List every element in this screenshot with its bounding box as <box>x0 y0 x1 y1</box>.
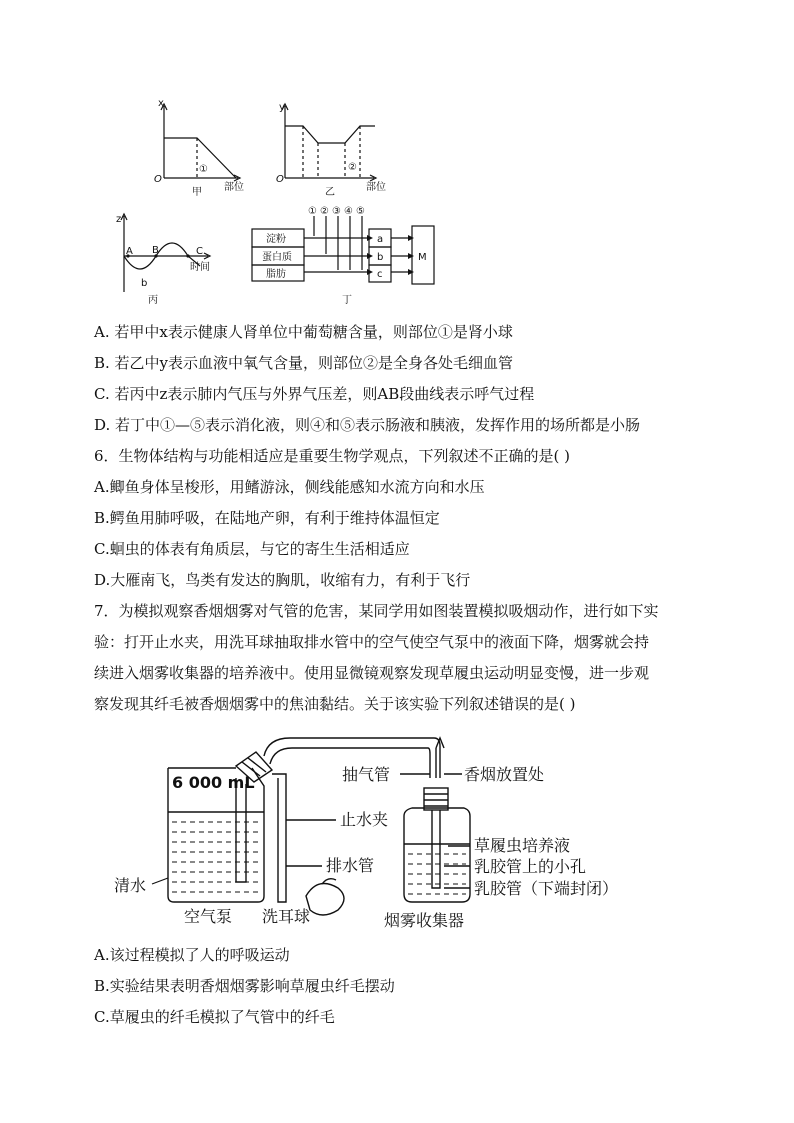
q6-option-c: C.蛔虫的体表有角质层，与它的寄生生活相适应 <box>94 540 410 558</box>
q7-stem-line-4: 察发现其纤毛被香烟烟雾中的焦油黏结。关于该实验下列叙述错误的是( ) <box>94 695 576 713</box>
q6-option-b: B.鳄鱼用肺呼吸，在陆地产卵，有利于维持体温恒定 <box>94 509 440 527</box>
ding-row-fat: 脂肪 <box>266 269 286 280</box>
bing-y-label: z <box>116 214 122 225</box>
bing-point-b: B <box>152 245 159 256</box>
bing-caption: 丙 <box>148 295 158 306</box>
label-suction-tube: 抽气管 <box>342 765 391 784</box>
label-drain-tube: 排水管 <box>326 856 375 875</box>
q7-option-b: B.实验结果表明香烟烟雾影响草履虫纤毛摆动 <box>94 977 395 995</box>
q6-option-a: A.鲫鱼身体呈梭形，用鳍游泳，侧线能感知水流方向和水压 <box>94 478 485 496</box>
label-latex-tube: 乳胶管（下端封闭） <box>474 879 619 898</box>
bing-point-a: A <box>126 246 133 257</box>
volume-label: 6 000 mL <box>172 773 255 792</box>
label-clamp: 止水夹 <box>340 810 389 829</box>
label-culture: 草履虫培养液 <box>474 836 571 855</box>
pump-label: 空气泵 <box>184 907 233 926</box>
label-hole: 乳胶管上的小孔 <box>474 857 587 876</box>
q5-option-d: D. 若丁中①—⑤表示消化液，则④和⑤表示肠液和胰液，发挥作用的场所都是小肠 <box>94 416 641 434</box>
jia-caption: 甲 <box>192 187 202 198</box>
ding-box-a: a <box>377 234 384 245</box>
figure-apparatus <box>0 726 794 936</box>
ding-num-3: ③ <box>332 206 341 217</box>
figure-graphs <box>0 0 794 320</box>
ding-caption: 丁 <box>342 295 352 306</box>
bing-point-b-low: b <box>141 278 148 289</box>
ding-num-2: ② <box>320 206 329 217</box>
yi-mark: ② <box>348 162 357 173</box>
ding-box-c: c <box>377 269 383 280</box>
ding-num-1: ① <box>308 206 317 217</box>
ding-row-starch: 淀粉 <box>266 234 286 245</box>
jia-x-label: 部位 <box>224 182 244 193</box>
q7-option-a: A.该过程模拟了人的呼吸运动 <box>94 946 290 964</box>
q6-option-d: D.大雁南飞，鸟类有发达的胸肌，收缩有力，有利于飞行 <box>94 571 471 589</box>
collector-label: 烟雾收集器 <box>384 911 465 930</box>
q7-option-c: C.草履虫的纤毛模拟了气管中的纤毛 <box>94 1008 335 1026</box>
ding-num-5: ⑤ <box>356 206 365 217</box>
q5-option-c: C. 若丙中z表示肺内气压与外界气压差，则AB段曲线表示呼气过程 <box>94 385 535 403</box>
ding-m: M <box>418 252 427 263</box>
q7-stem-line-2: 验：打开止水夹，用洗耳球抽取排水管中的空气使空气泵中的液面下降，烟雾就会持 <box>94 633 650 651</box>
water-label: 清水 <box>114 876 147 895</box>
yi-x-label: 部位 <box>366 182 386 193</box>
ding-row-protein: 蛋白质 <box>262 252 292 263</box>
bing-point-c: C <box>196 246 203 257</box>
q5-option-a: A. 若甲中x表示健康人肾单位中葡萄糖含量，则部位①是肾小球 <box>94 323 513 341</box>
yi-origin: O <box>276 174 284 185</box>
ding-num-4: ④ <box>344 206 353 217</box>
jia-origin: O <box>154 174 162 185</box>
jia-mark: ① <box>199 164 208 175</box>
yi-y-label: y <box>279 102 285 113</box>
bulb-label: 洗耳球 <box>262 907 311 926</box>
q7-stem-line-1: 7．为模拟观察香烟烟雾对气管的危害，某同学用如图装置模拟吸烟动作，进行如下实 <box>94 602 659 620</box>
ding-box-b: b <box>377 252 384 263</box>
label-cigarette-place: 香烟放置处 <box>464 765 545 784</box>
q5-option-b: B. 若乙中y表示血液中氧气含量，则部位②是全身各处毛细血管 <box>94 354 514 372</box>
bing-x-label: 时间 <box>190 262 210 273</box>
q6-stem: 6．生物体结构与功能相适应是重要生物学观点，下列叙述不正确的是( ) <box>94 447 571 465</box>
yi-caption: 乙 <box>325 187 335 198</box>
jia-y-label: x <box>158 98 164 109</box>
q7-stem-line-3: 续进入烟雾收集器的培养液中。使用显微镜观察发现草履虫运动明显变慢，进一步观 <box>94 664 650 682</box>
